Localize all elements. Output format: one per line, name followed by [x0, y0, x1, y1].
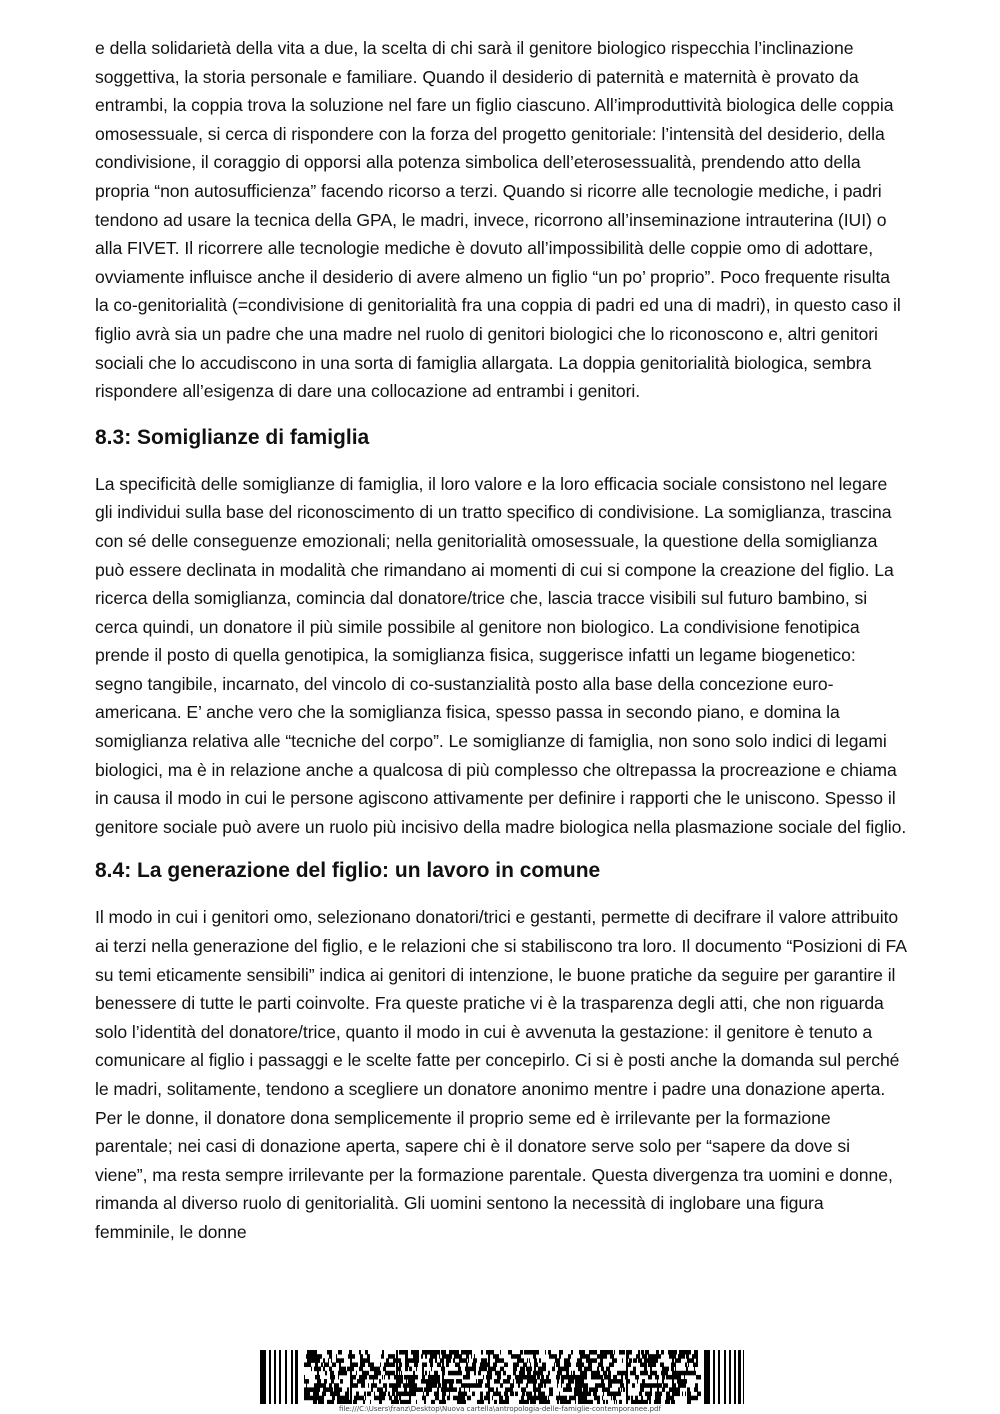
paragraph: Il modo in cui i genitori omo, selezionano donatori/trici e gestanti, permette di decifrare il valore attribuito ai terzi nella generazione del figlio, e le relazioni che si stabiliscono tra loro. Il documento “Posizioni di FA su temi eticamente sensibili” indica ai genitori di intenzione, le buone pratiche da seguire per garantire il benessere di tutte le parti coinvolte. Fra queste pratiche vi è la trasparenza degli atti, che non riguarda solo l’identità del donatore/trice, quanto il modo in cui è avvenuta la gestazione: il genitore è tenuto a comunicare al figlio i passaggi e le scelte fatte per concepirlo. Ci si è posti anche la domanda sul perché le madri, solitamente, tendono a scegliere un donatore anonimo mentre i padre una donazione aperta. Per le donne, il donatore dona semplicemente il proprio seme ed è irrilevante per la formazione parentale; nei casi di donazione aperta, sapere chi è il donatore serve solo per “sapere da dove si viene”, ma resta sempre irrilevante per la formazione parentale. Questa divergenza tra uomini e donne, rimanda al diverso ruolo di genitorialità. Gli uomini sentono la necessità di inglobare una figura femminile, le donne	[95, 907, 906, 1242]
file-path: file:///C:\Users\franz\Desktop\Nuova cartella\antropologia-delle-famiglie-contemporanee.pdf	[339, 1405, 661, 1413]
paragraph: e della solidarietà della vita a due, la scelta di chi sarà il genitore biologico rispecchia l’inclinazione soggettiva, la storia personale e familiare. Quando il desiderio di paternità e maternità è provato da entrambi, la coppia trova la soluzione nel fare un figlio ciascuno. All’improduttività biologica delle coppia omosessuale, si cerca di rispondere con la forza del progetto genitoriale: l’intensità del desiderio, della condivisione, il coraggio di opporsi alla potenza simbolica dell’eterosessualità, prendendo atto della propria “non autosufficienza” facendo ricorso a terzi. Quando si ricorre alle tecnologie mediche, i padri tendono ad usare la tecnica della GPA, le madri, invece, ricorrono all’inseminazione intrauterina (IUI) o alla FIVET. Il ricorrere alle tecnologie mediche è dovuto all’impossibilità delle coppie omo di adottare, ovviamente influisce anche il desiderio di avere almeno un figlio “un po’ proprio”. Poco frequente risulta la co-genitorialità (=condivisione di genitorialità fra una coppia di padri ed una di madri), in questo caso il figlio avrà sia un padre che una madre nel ruolo di genitori biologici che lo riconoscono e, altri genitori sociali che lo accudiscono in una sorta di famiglia allargata. La doppia genitorialità biologica, sembra rispondere all’esigenza di dare una collocazione ad entrambi i genitori.	[95, 38, 901, 402]
section-heading: 8.4: La generazione del figlio: un lavoro in comune	[95, 859, 601, 883]
section-heading: 8.3: Somiglianze di famiglia	[95, 425, 370, 449]
barcode-icon	[260, 1350, 744, 1404]
paragraph: La specificità delle somiglianze di famiglia, il loro valore e la loro efficacia sociale consistono nel legare gli individui sulla base del riconoscimento di un tratto specifico di condivisione. La somiglianza, trascina con sé delle conseguenze emozionali; nella genitorialità omosessuale, la questione della somiglianza può essere declinata in modalità che rimandano ai momenti di cui si compone la creazione del figlio. La ricerca della somiglianza, comincia dal donatore/trice che, lascia tracce visibili sul futuro bambino, si cerca quindi, un donatore il più simile possibile al genitore non biologico. La condivisione fenotipica prende il posto di quella genotipica, la somiglianza fisica, suggerisce infatti un legame biogenetico: segno tangibile, incarnato, del vincolo di co-sustanzialità posto alla base della concezione euro-americana. E’ anche vero che la somiglianza fisica, spesso passa in secondo piano, e domina la somiglianza relativa alle “tecniche del corpo”. Le somiglianze di famiglia, non sono solo indici di legami biologici, ma è in relazione anche a qualcosa di più complesso che oltrepassa la procreazione e chiama in causa il modo in cui le persone agiscono attivamente per definire i rapporti che le uniscono. Spesso il genitore sociale può avere un ruolo più incisivo della madre biologica nella plasmazione sociale del figlio.	[95, 473, 907, 837]
document-body	[95, 34, 907, 1247]
page-footer	[0, 1346, 1000, 1414]
